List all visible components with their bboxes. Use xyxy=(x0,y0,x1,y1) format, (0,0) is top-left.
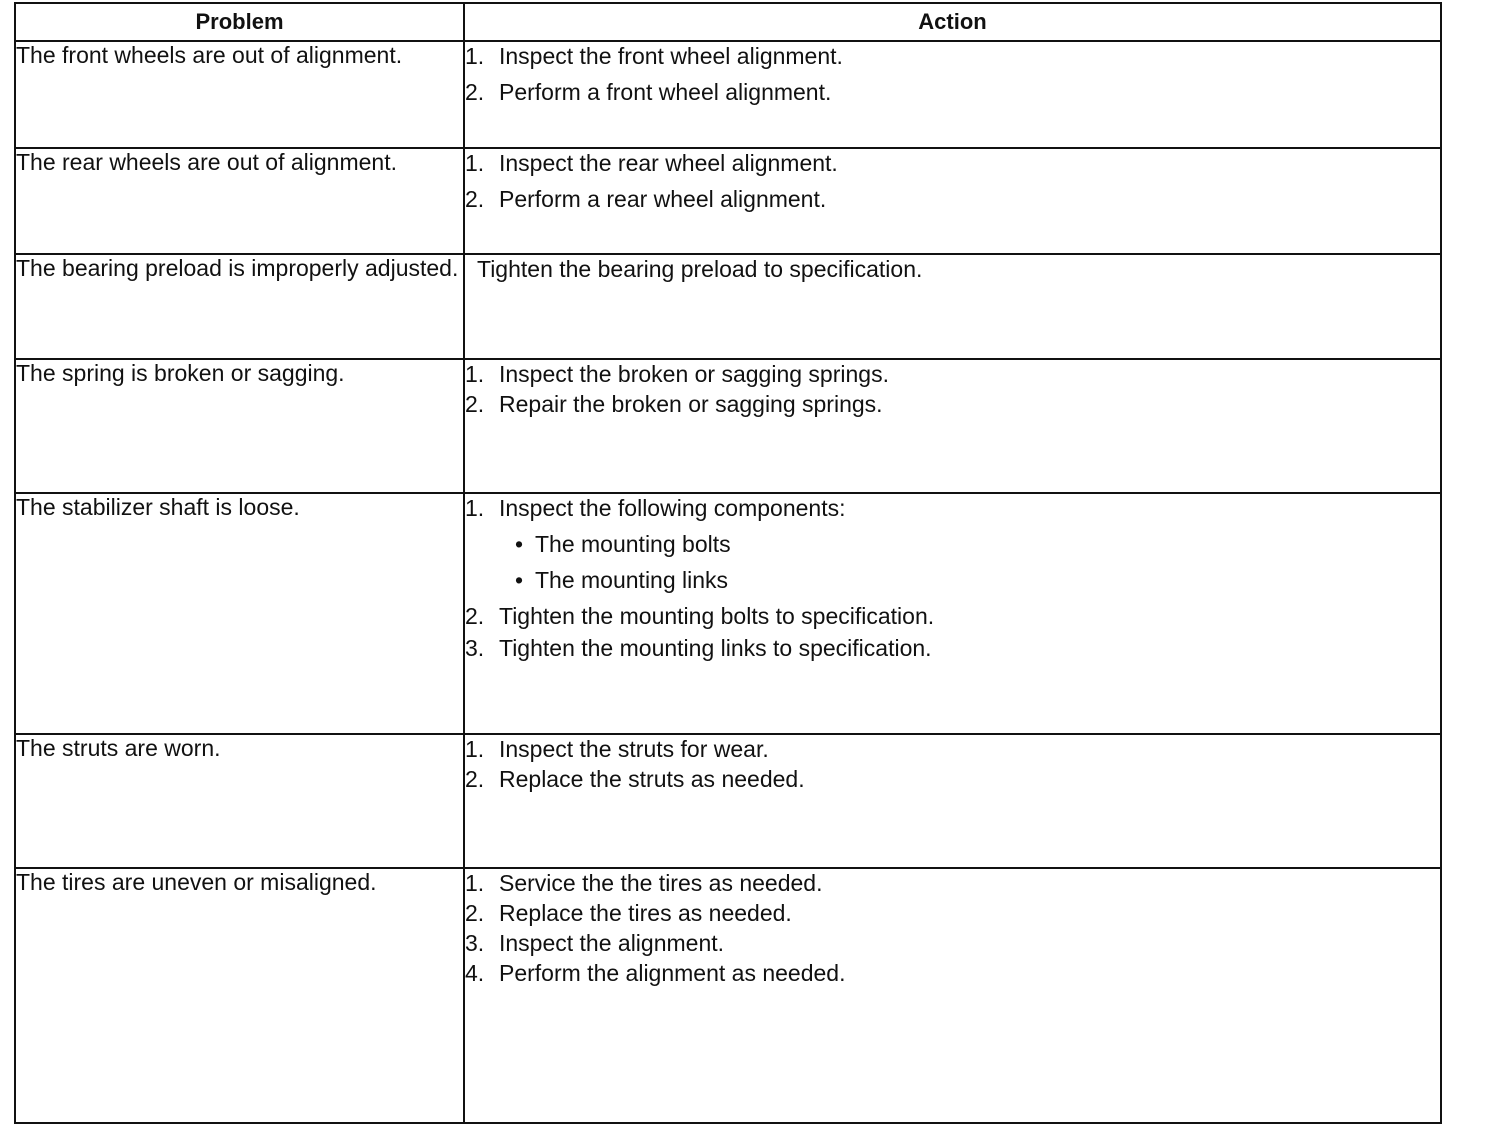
header-action: Action xyxy=(464,3,1441,41)
step-text: Replace the struts as needed. xyxy=(499,766,805,792)
action-cell xyxy=(464,493,1441,734)
step-text: Perform a front wheel alignment. xyxy=(499,79,832,105)
action-step xyxy=(465,765,1440,793)
action-cell xyxy=(464,868,1441,1123)
step-number: 3. xyxy=(465,930,485,956)
step-number: 1. xyxy=(465,870,485,896)
action-step xyxy=(465,42,1440,70)
step-number: 2. xyxy=(465,603,485,629)
step-number: 2. xyxy=(465,766,485,792)
action-cell xyxy=(464,41,1441,148)
bullet-marker: • xyxy=(515,531,524,557)
table-row xyxy=(15,868,1441,1123)
table-row xyxy=(15,359,1441,493)
step-number: 2. xyxy=(465,79,485,105)
problem-cell: The stabilizer shaft is loose. xyxy=(15,493,464,734)
action-step xyxy=(465,360,1440,388)
step-text: Inspect the struts for wear. xyxy=(499,736,769,762)
action-bullet xyxy=(465,530,1440,558)
step-number: 1. xyxy=(465,43,485,69)
action-text: Tighten the bearing preload to specification. xyxy=(477,256,923,282)
problem-cell: The bearing preload is improperly adjusted. xyxy=(15,254,464,359)
step-number: 2. xyxy=(465,186,485,212)
action-step xyxy=(465,390,1440,418)
table-row xyxy=(15,493,1441,734)
step-text: Inspect the broken or sagging springs. xyxy=(499,361,889,387)
action-cell xyxy=(464,254,1441,359)
action-step xyxy=(465,899,1440,927)
header-row xyxy=(15,3,1441,41)
step-number: 4. xyxy=(465,960,485,986)
step-number: 1. xyxy=(465,361,485,387)
bullet-text: The mounting links xyxy=(535,567,729,593)
header-problem: Problem xyxy=(15,3,464,41)
step-number: 2. xyxy=(465,900,485,926)
step-text: Inspect the following components: xyxy=(499,495,846,521)
bullet-text: The mounting bolts xyxy=(535,531,731,557)
bullet-marker: • xyxy=(515,567,524,593)
problem-cell: The struts are worn. xyxy=(15,734,464,868)
step-number: 3. xyxy=(465,635,485,661)
step-number: 1. xyxy=(465,495,485,521)
step-number: 1. xyxy=(465,150,485,176)
step-text: Perform the alignment as needed. xyxy=(499,960,846,986)
action-step xyxy=(465,185,1440,213)
action-step xyxy=(465,494,1440,522)
problem-cell: The spring is broken or sagging. xyxy=(15,359,464,493)
action-step xyxy=(465,869,1440,897)
step-text: Tighten the mounting bolts to specification. xyxy=(499,603,935,629)
table-row xyxy=(15,254,1441,359)
step-number: 2. xyxy=(465,391,485,417)
action-step xyxy=(465,634,1440,662)
problem-cell: The tires are uneven or misaligned. xyxy=(15,868,464,1123)
action-step xyxy=(465,149,1440,177)
step-text: Tighten the mounting links to specification. xyxy=(499,635,932,661)
table-row xyxy=(15,41,1441,148)
table-row xyxy=(15,148,1441,254)
problem-cell: The front wheels are out of alignment. xyxy=(15,41,464,148)
step-number: 1. xyxy=(465,736,485,762)
action-cell xyxy=(464,359,1441,493)
action-bullet xyxy=(465,566,1440,594)
action-cell xyxy=(464,734,1441,868)
step-text: Service the the tires as needed. xyxy=(499,870,823,896)
action-step xyxy=(465,929,1440,957)
action-step xyxy=(465,602,1440,630)
action-step xyxy=(465,78,1440,106)
problem-cell: The rear wheels are out of alignment. xyxy=(15,148,464,254)
action-step xyxy=(465,735,1440,763)
step-text: Inspect the alignment. xyxy=(499,930,725,956)
step-text: Perform a rear wheel alignment. xyxy=(499,186,827,212)
step-text: Inspect the rear wheel alignment. xyxy=(499,150,838,176)
table-row xyxy=(15,734,1441,868)
diagnosis-table xyxy=(14,2,1442,1124)
action-cell xyxy=(464,148,1441,254)
step-text: Inspect the front wheel alignment. xyxy=(499,43,843,69)
step-text: Replace the tires as needed. xyxy=(499,900,792,926)
step-text: Repair the broken or sagging springs. xyxy=(499,391,883,417)
action-step xyxy=(465,959,1440,987)
